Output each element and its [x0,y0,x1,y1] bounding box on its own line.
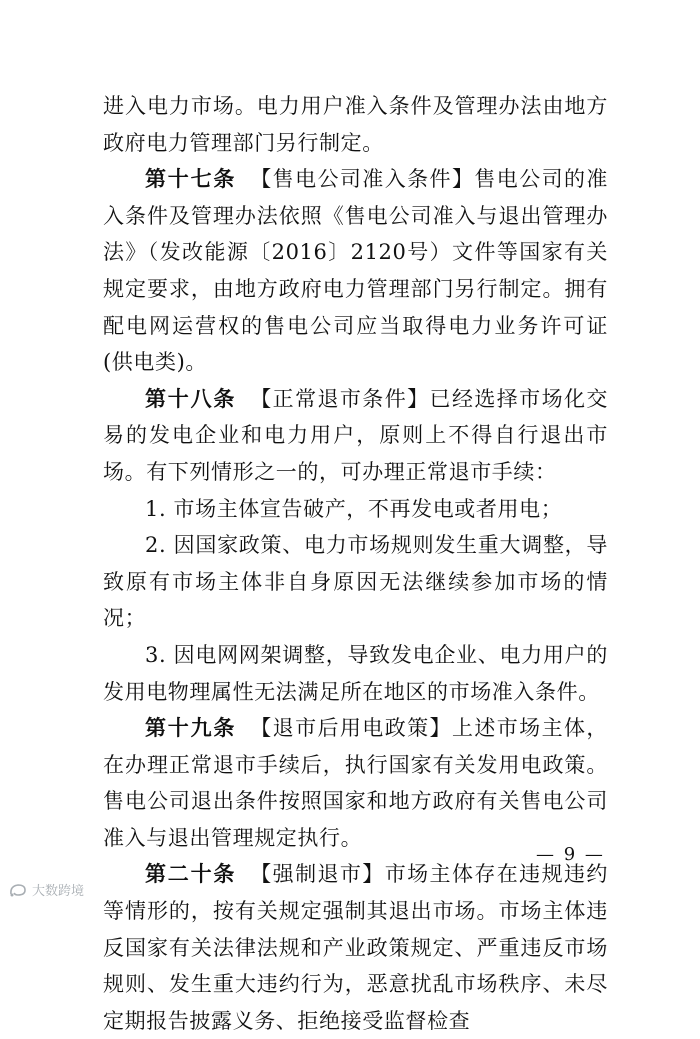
watermark-text: 大数跨境 [32,884,85,899]
paragraph-continuation [103,88,608,161]
list-item-1 [103,491,608,528]
document-body [103,88,608,1039]
article-number: 第十九条 [145,716,237,741]
paragraph-text: 【售电公司准入条件】售电公司的准入条件及管理办法依照《售电公司准入与退出管理办法》（发改能源〔2016〕2120号）文件等国家有关规定要求，由地方政府电力管理部门另行制定。拥有配电网运营权的售电公司应当取得电力业务许可证(供电类)。 [103,167,608,375]
list-item-text: 2. 因国家政策、电力市场规则发生重大调整，导致原有市场主体非自身原因无法继续参加市场的情况； [103,533,608,631]
page-number: — 9 — [536,844,605,865]
paragraph-text: 【强制退市】市场主体存在违规违约等情形的，按有关规定强制其退出市场。市场主体违反国家有关法律法规和产业政策规定、严重违反市场规则、发生重大违约行为，恶意扰乱市场秩序、未尽定期报告披露义务、拒绝接受监督检查 [103,862,608,1033]
list-item-3 [103,637,608,710]
article-18 [103,381,608,491]
paragraph-text: 【退市后用电政策】上述市场主体，在办理正常退市手续后，执行国家有关发用电政策。售电公司退出条件按照国家和地方政府有关售电公司准入与退出管理规定执行。 [103,716,608,850]
paragraph-text: 【正常退市条件】已经选择市场化交易的发电企业和电力用户，原则上不得自行退出市场。有下列情形之一的，可办理正常退市手续： [103,386,608,484]
logo-icon [8,882,28,898]
list-item-text: 1. 市场主体宣告破产，不再发电或者用电； [145,496,563,521]
article-19 [103,710,608,856]
article-17 [103,161,608,381]
article-number: 第十七条 [145,167,237,192]
watermark [8,880,84,899]
list-item-2 [103,527,608,637]
article-number: 第二十条 [145,862,237,887]
paragraph-text: 进入电力市场。电力用户准入条件及管理办法由地方政府电力管理部门另行制定。 [103,94,608,155]
list-item-text: 3. 因电网网架调整，导致发电企业、电力用户的发用电物理属性无法满足所在地区的市场准入条件。 [103,642,608,704]
article-20 [103,856,608,1039]
article-number: 第十八条 [145,386,237,411]
